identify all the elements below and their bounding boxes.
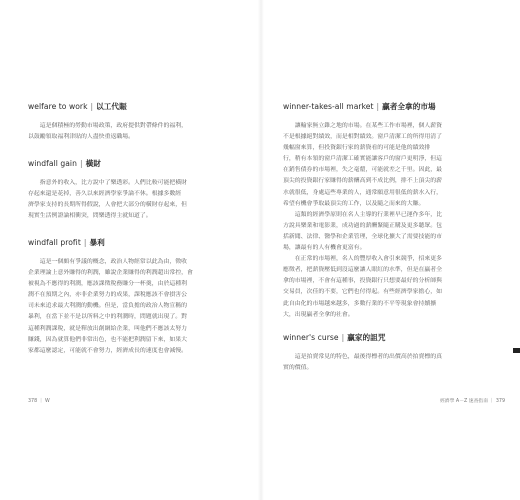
body-line: 這種利潤課稅，就是釋放出創網給企業，叫他們不應該太努力: [28, 325, 188, 332]
right-page: [283, 0, 505, 500]
heading-divider: |: [83, 238, 87, 247]
entry-body: [283, 121, 505, 321]
body-line: 暴利，在當下並不是以所料之中的利潤時，問題就出現了。對: [28, 314, 188, 321]
term-english: winner's curse: [283, 333, 339, 342]
body-line: 水就很低，身處這些專業的人，通常願意用很低的薪水入行，: [283, 189, 443, 196]
left-page: [28, 0, 250, 500]
page-number-left: 378 ｜ W: [28, 399, 50, 404]
term-english: winner-takes-all market: [283, 102, 374, 111]
body-line: 賺錢，因為就算他們非常出色，也不能把利潤留下來，如果大: [28, 336, 188, 343]
body-line: 實的價值。: [283, 365, 313, 372]
body-line: 這是拍賣常見的特色，最後得標者的出價高於拍賣標的真: [294, 354, 443, 360]
body-line: 企業理論上意外賺得的利潤，雖說企業賺得的利潤超出常控，會: [28, 270, 193, 277]
heading-divider: |: [90, 102, 94, 111]
body-line: 大，出現贏者全拿的社會。: [283, 311, 354, 318]
page-number-right: 經濟學 A－Z 速查指南 ｜ 379: [440, 399, 505, 404]
body-line: 希望有機會爭取最頂尖的工作，以及隨之而來的大賺。: [283, 200, 425, 207]
entry-heading: [28, 102, 250, 112]
body-line: 這是個積極的勞動市場政策，政府提供對帶條件的福利，: [39, 123, 188, 129]
body-line: 拿的市場裡，不會有這種事，投資銀行只想要最好的分析師與: [283, 278, 443, 285]
term-english: windfall profit: [28, 238, 81, 247]
body-line: 行，稍有本領的窗戶清潔工確實能讓客戶的窗戶更明淨，但這: [283, 156, 443, 163]
body-line: 方說具樂業和電影業，成功過的薪酬緊隨正購及更多聽眾。包: [283, 222, 443, 229]
body-line: 幾幅窗來算，但投資銀行家的薪資看的可能是他的績效排: [283, 145, 431, 152]
entry-winners-curse: [283, 333, 505, 374]
entry-body: [28, 121, 250, 143]
heading-divider: |: [376, 102, 380, 111]
body-line: 以鼓勵領取福利津貼的人盡快重返職場。: [28, 134, 135, 141]
entry-heading: [28, 238, 250, 248]
body-line: 應徵者，把薪資壓低到沒這麼讓人眼紅的水準，但是在贏者全: [283, 267, 443, 274]
body-line: 濟學家支持的長期所得假說，人會把大部分的橫財存起來，但: [28, 202, 188, 209]
body-line: 括新聞、法律、醫學和企業管理，全球化擴大了需要技能的市: [283, 233, 443, 240]
thumb-index-tab: [513, 348, 520, 353]
body-line: 不是根據絕對績效，而是相對績效。窗戶清潔工的所得用清了: [283, 134, 443, 141]
entry-heading: [283, 102, 505, 112]
term-english: windfall gain: [28, 159, 77, 168]
entry-welfare-to-work: [28, 102, 250, 143]
body-line: 在正常的市場裡，名人的豐厚收入會引來競爭，招來更多: [294, 256, 443, 263]
heading-divider: |: [79, 159, 83, 168]
entry-windfall-profit: [28, 238, 250, 357]
body-line: 此自由化的市場越來越多，多數行業的不平等現象會持續擴: [283, 300, 437, 307]
entry-body: [283, 352, 505, 374]
body-line: 現實生活例證論相衝突，問樂透得主就知道了。: [28, 213, 152, 220]
body-line: 交易員，次佳的不要，它們也付得起。有些經濟學家擔心，如: [283, 289, 443, 296]
body-line: 被視為不應得的利潤，應該課徵稅務賺分一杯羹，由於這種利: [28, 281, 188, 288]
term-chinese: 橫財: [85, 159, 101, 168]
entry-winner-takes-all-market: [283, 102, 505, 321]
heading-divider: |: [341, 333, 345, 342]
entry-heading: [283, 333, 505, 343]
body-line: 頂尖的投資銀行家賺得的薪酬高到不成比例，排不上頂尖的薪: [283, 178, 443, 185]
body-line: 這類的經濟學原則在名人主導的行業裡早已運作多年，比: [294, 211, 443, 218]
entry-windfall-gain: [28, 159, 250, 222]
body-line: 場，讓最有的人有機會更富有。: [283, 245, 366, 252]
body-line: 潤不在預期之內，亦非企業努力的成果，課稅應該不會損害公: [28, 292, 188, 299]
body-line: 家都這麼認定，可能就不會努力，經濟成長的速度也會減慢。: [28, 347, 188, 354]
body-line: 這是一個頗有爭議的概念，政治人物經常以此為由，徵收: [39, 259, 188, 265]
book-gutter: [258, 0, 264, 500]
body-line: 讓輸家無立錐之地的市場。在某些工作市場裡，個人薪資: [294, 123, 443, 129]
body-line: 在銷售債券的市場裡，失之毫釐，可能就差之千里。因此，最: [283, 167, 443, 174]
term-chinese: 暴利: [89, 238, 105, 247]
term-chinese: 贏者全拿的市場: [382, 102, 436, 111]
body-line: 指意外的收入，比方說中了樂透彩。人們比較可能把橫財: [39, 180, 188, 186]
body-line: 司未來追求最大利潤的動機。但是，當負擔的政治人物宣稱的: [28, 303, 188, 310]
entry-heading: [28, 159, 250, 169]
entry-body: [28, 178, 250, 222]
term-chinese: 贏家的詛咒: [347, 333, 386, 342]
term-english: welfare to work: [28, 102, 88, 111]
body-line: 存起來還是花掉，善久以來經濟學家爭論不休。根據多數經: [28, 191, 182, 198]
term-chinese: 以工代賑: [96, 102, 127, 111]
entry-body: [28, 257, 250, 357]
